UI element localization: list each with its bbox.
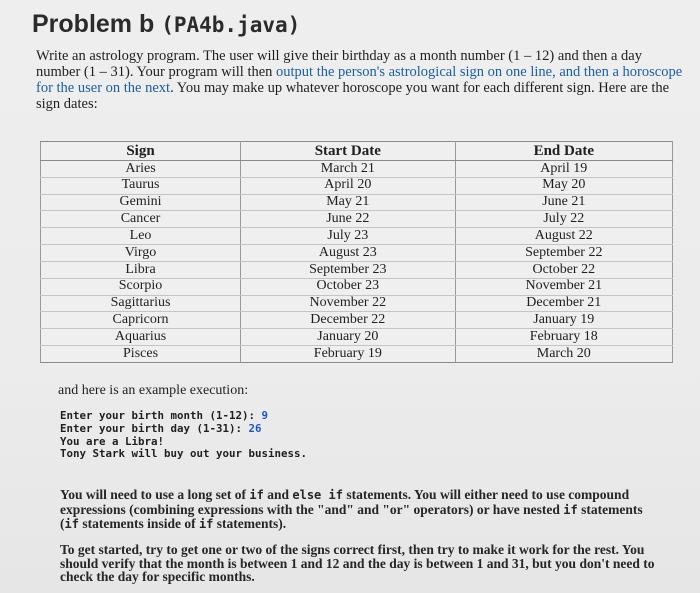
header-start-date: Start Date: [241, 142, 456, 161]
user-input: 26: [248, 421, 262, 435]
code-keyword: if: [198, 517, 214, 531]
output-text: Tony Stark will buy out your business.: [60, 447, 308, 461]
para-text: You will need to use a long set of: [60, 487, 250, 502]
output-line: [60, 447, 307, 460]
sign-cell: Aquarius: [41, 329, 241, 346]
intro-paragraph: [36, 48, 684, 112]
output-text: You are a Libra!: [60, 434, 165, 448]
if-statements-paragraph: [60, 488, 660, 532]
start-cell: July 23: [241, 228, 456, 245]
table-row: [41, 312, 673, 329]
para-text: statements).: [213, 516, 287, 531]
sign-cell: Leo: [41, 228, 241, 245]
intro-part2: . You may make up whatever horoscope you want for each different sign. Here are the sign dates:: [36, 80, 670, 112]
end-cell: April 19: [455, 161, 672, 178]
problem-title: [32, 10, 300, 39]
sign-cell: Sagittarius: [41, 295, 241, 312]
start-cell: May 21: [241, 194, 456, 211]
sign-cell: Capricorn: [41, 312, 241, 329]
para-text: statements inside of: [78, 516, 199, 531]
end-cell: October 22: [455, 261, 672, 278]
table-row: [41, 245, 673, 262]
table-row: [41, 295, 673, 312]
start-cell: August 23: [241, 245, 456, 262]
start-cell: October 23: [241, 278, 456, 295]
para-text: and: [263, 487, 293, 502]
intro-highlight: output the person's astrological sign on one line, and then a horoscope for the user on the next: [36, 64, 683, 96]
output-prompt: Enter your birth day (1-31):: [60, 421, 249, 435]
output-prompt: Enter your birth month (1-12):: [60, 409, 262, 422]
end-cell: February 18: [455, 329, 672, 346]
end-cell: September 22: [455, 245, 672, 262]
para-text: statements (: [60, 501, 643, 531]
table-row: [41, 211, 673, 228]
end-cell: June 21: [455, 194, 672, 211]
code-keyword: if: [249, 488, 264, 502]
sign-cell: Gemini: [41, 194, 241, 211]
start-cell: December 22: [241, 312, 456, 329]
table-row: [41, 261, 673, 278]
header-end-date: End Date: [455, 142, 672, 161]
para-text: statements. You will either need to use compound expressions (combining expressions with the "and" and "or" operators) or have nested: [60, 487, 630, 517]
start-cell: November 22: [241, 295, 456, 312]
sign-cell: Taurus: [41, 177, 241, 194]
output-line: [60, 435, 164, 448]
output-line: [60, 422, 262, 435]
start-cell: June 22: [241, 211, 456, 228]
code-keyword: else if: [292, 488, 343, 502]
example-execution-output: [60, 410, 307, 461]
para-text: need to check the day for specific months.: [60, 555, 655, 584]
start-cell: April 20: [241, 177, 456, 194]
end-cell: March 20: [455, 346, 672, 363]
end-cell: July 22: [455, 211, 672, 228]
para-text: To get started, try to get one or two of the signs correct first, then try to make it work for the rest. You should verify that the month is between 1 and 12 and the day is between 1 and 31, but you: [60, 542, 645, 571]
sign-cell: Aries: [41, 161, 241, 178]
sign-dates-table: [40, 141, 673, 363]
table-row: [41, 194, 673, 211]
sign-cell: Virgo: [41, 245, 241, 262]
code-keyword: if: [64, 517, 79, 531]
end-cell: August 22: [455, 228, 672, 245]
output-line: [60, 409, 268, 422]
table-row: [41, 228, 673, 245]
start-cell: September 23: [241, 261, 456, 278]
user-input: 9: [261, 409, 269, 422]
title-text: Problem b: [32, 10, 155, 38]
start-cell: January 20: [241, 329, 456, 346]
getting-started-paragraph: [60, 543, 660, 584]
code-keyword: if: [563, 502, 578, 517]
intro-part1: Write an astrology program. The user will give their birthday as a month number (1 – 12) and then a day number (1 – 31). Your program will then: [36, 48, 642, 80]
start-cell: March 21: [241, 161, 456, 178]
emphasis-text: don't: [579, 555, 610, 571]
header-sign: Sign: [41, 142, 241, 161]
table-header-row: [41, 142, 673, 161]
title-filename: (PA4b.java): [161, 13, 301, 37]
end-cell: May 20: [455, 177, 672, 194]
sign-cell: Scorpio: [41, 278, 241, 295]
start-cell: February 19: [241, 346, 456, 363]
end-cell: January 19: [455, 312, 672, 329]
end-cell: December 21: [455, 295, 672, 312]
example-label: and here is an example execution:: [58, 383, 249, 398]
table-row: [41, 346, 673, 363]
sign-cell: Pisces: [41, 346, 241, 363]
end-cell: November 21: [455, 278, 672, 295]
table-row: [41, 278, 673, 295]
sign-cell: Libra: [41, 261, 241, 278]
table-row: [41, 161, 673, 178]
sign-cell: Cancer: [41, 211, 241, 228]
table-row: [41, 329, 673, 346]
table-row: [41, 177, 673, 194]
